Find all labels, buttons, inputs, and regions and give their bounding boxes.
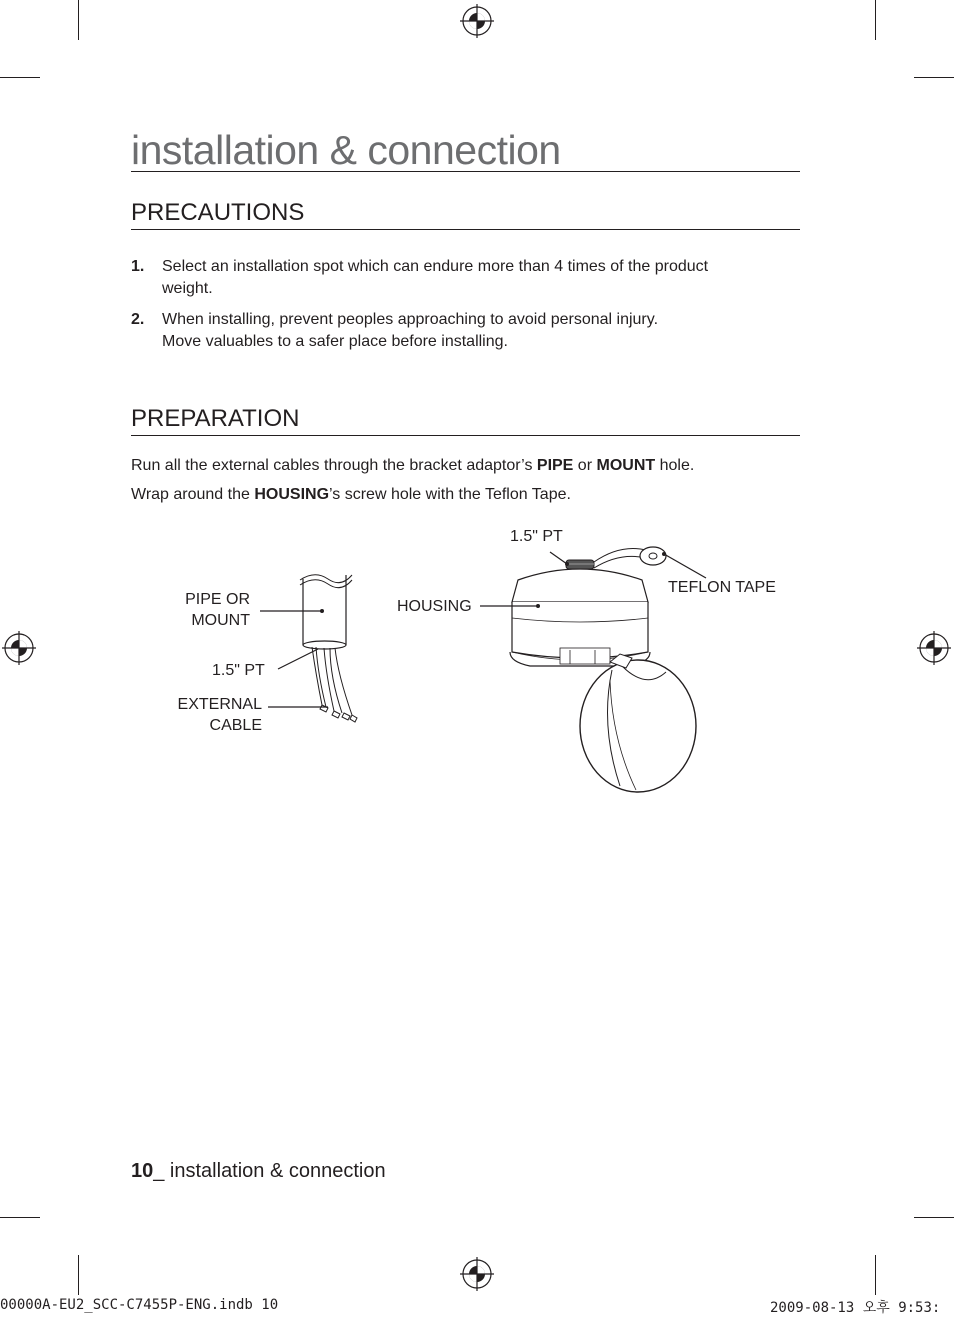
pt-left-label: 1.5" PT [212,662,265,679]
crop-mark [0,1217,40,1218]
slug-file: 00000A-EU2_SCC-C7455P-ENG.indb 10 [0,1297,279,1313]
registration-mark-icon [460,1257,494,1291]
chapter-title: installation & connection [131,130,800,172]
crop-mark [914,1217,954,1218]
pipe-mount-illustration [260,565,370,730]
external-cable-label: EXTERNAL CABLE [177,696,262,734]
pt-top-label: 1.5" PT [510,528,563,545]
pipe-or-mount-label: PIPE OR MOUNT [185,591,250,629]
step-text: When installing, prevent peoples approaching to avoid personal injury. Move valuables to a safer place before installing. [162,311,659,350]
crop-mark [0,77,40,78]
list-item [131,309,771,353]
step-number: 2. [131,311,145,328]
crop-mark [914,77,954,78]
preparation-heading: PREPARATION [131,405,800,436]
housing-label: HOUSING [397,598,472,615]
preparation-paragraph-1: Run all the external cables through the bracket adaptor’s PIPE or MOUNT hole. [131,457,695,474]
registration-mark-icon [460,4,494,38]
crop-mark [875,1255,876,1295]
teflon-tape-label: TEFLON TAPE [668,579,776,596]
registration-mark-icon [2,631,36,665]
page-number: 10 [131,1160,154,1182]
crop-mark [875,0,876,40]
footer-text: _ installation & connection [153,1160,386,1182]
slug-date: 2009-08-13 오후 9:53: [770,1300,941,1316]
crop-mark [78,1255,79,1295]
registration-mark-icon [917,631,951,665]
preparation-paragraph-2: Wrap around the HOUSING’s screw hole with the Teflon Tape. [131,486,571,503]
step-text: Select an installation spot which can endure more than 4 times of the product weight. [162,258,709,297]
page-footer [131,1160,386,1183]
step-number: 1. [131,258,145,275]
crop-mark [78,0,79,40]
precautions-heading: PRECAUTIONS [131,199,800,230]
list-item [131,256,771,300]
